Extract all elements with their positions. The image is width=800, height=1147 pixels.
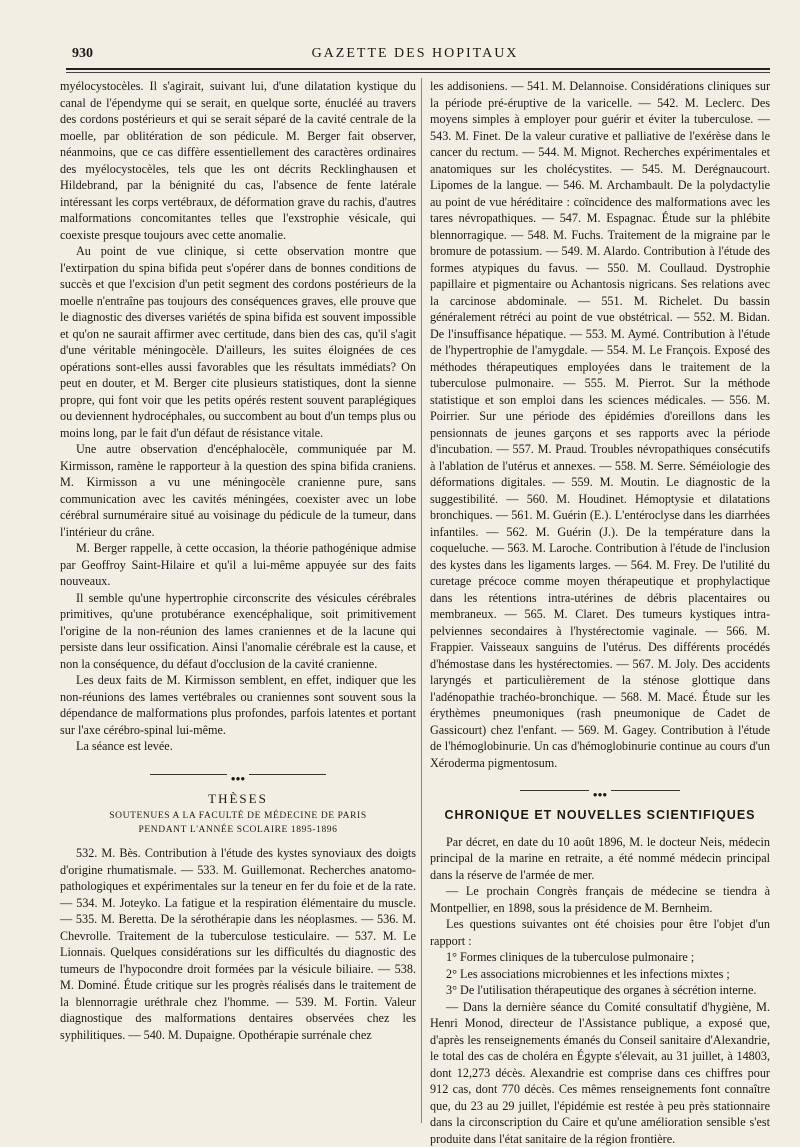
- paragraph: Les deux faits de M. Kirmisson semblent, en effet, indiquer que les non-réunions des lames vertébrales ou craniennes sont souvent sous la dépendance de malformations plus profondes, parfois latentes et portant sur l'axe cérébro-spinal lui-même.: [60, 672, 416, 738]
- paragraph: myélocystocèles. Il s'agirait, suivant lui, d'une dilatation kystique du canal de l'épendyme qui se serait, en quelque sorte, énucléé au travers des cordons postérieurs et qui se serait séparé de la cavité centrale de la moelle, par oblitération de son pédicule. M. Berger fait observer, néanmoins, que ce cas diffère essentiellement des caractères ordinaires des myélocystocèles, tels que les ont décrits Recklinghausen et Hildebrand, par la bénignité du cas, l'absence de fente latérale intéressant les corps vertébraux, de déformation grave du rachis, d'autres malformations concomitantes telles que l'exstrophie vésicale, qui coexiste presque toujours avec cette anomalie.: [60, 78, 416, 243]
- paragraph: La séance est levée.: [60, 738, 416, 755]
- paragraph: Au point de vue clinique, si cette observation montre que l'extirpation du spina bifida peut s'opérer dans de bonnes conditions de succès et que l'excision d'un petit segment des cordons postérieurs de la moelle n'entraîne pas toujours des conséquences graves, elle prouve que le diagnostic des diverses variétés de spina bifida est souvent impossible et qu'on ne saurait affirmer avec certitude, dans bien des cas, qu'il s'agit d'une véritable méningocèle. D'ailleurs, les suites éloignées de ces opérations sont-elles aussi favorables que les résultats immédiats? On peut en douter, et M. Berger cite plusieurs statistiques, dont la sienne propre, qui font voir que les petits opérés restent souvent paraplégiques ou deviennent hydrocéphales, ou succombent au bout d'un temps plus ou moins long, par le fait d'un défaut de résistance vitale.: [60, 243, 416, 441]
- list-item: 1° Formes cliniques de la tuberculose pulmonaire ;: [430, 949, 770, 966]
- separator-ornament-icon: ●●●: [227, 774, 250, 783]
- paragraph: M. Berger rappelle, à cette occasion, la théorie pathogénique admise par Geoffroy Saint-Hilaire et qu'il a lui-même appuyée sur des faits nouveaux.: [60, 540, 416, 590]
- list-item: 3° De l'utilisation thérapeutique des organes à sécrétion interne.: [430, 982, 770, 999]
- paragraph: Il semble qu'une hypertrophie circonscrite des vésicules cérébrales primitives, qu'une protubérance exencéphalique, soit primitivement l'origine de la non-réunion des lames craniennes et de la lacune qui persiste dans leur ossification. Ainsi l'anomalie cérébrale est la cause, et non la conséquence, du défaut d'occlusion de la cavité cranienne.: [60, 590, 416, 673]
- list-item: 2° Les associations microbiennes et les infections mixtes ;: [430, 966, 770, 983]
- theses-list-continued: les addisoniens. — 541. M. Delannoise. Considérations cliniques sur la période pré-éruptive de la varicelle. — 542. M. Leclerc. Des moyens simples à employer pour guérir et éviter la tuberculose. — 543. M. Finet. De la valeur curative et palliative de l'exérèse dans le cancer du rectum. — 544. M. Mignot. Recherches expérimentales et anatomiques sur les cholécystites. — 545. M. Derégnaucourt. Lipomes de la langue. — 546. M. Archambault. De la polydactylie au point de vue héréditaire : coïncidence des malformations avec les tares névropathiques. — 547. M. Espagnac. Étude sur la phlébite blennorragique. — 548. M. Fuchs. Traitement de la migraine par le bromure de potassium. — 549. M. Alardo. Contribution à l'étude des formes atypiques du favus. — 550. M. Coullaud. Dystrophie papillaire et pigmentaire ou Achantosis nigricans. Ses relations avec la carcinose abdominale. — 551. M. Richelet. Du bassin généralement rétréci au point de vue obstétrical. — 552. M. Bidan. De l'insuffisance hépatique. — 553. M. Aymé. Contribution à l'étude de l'hypertrophie de l'amygdale. — 554. M. Le François. Exposé des méthodes thérapeutiques employées dans le traitement de la tuberculose pulmonaire. — 555. M. Pierrot. Sur la méthode statistique et son emploi dans les sciences médicales. — 556. M. Poirrier. Sur une période des épidémies d'oreillons dans les pensionnats de jeunes garçons et ses rapports avec la période d'incubation. — 557. M. Praud. Troubles névropathiques consécutifs à l'ablation de l'utérus et annexes. — 558. M. Serre. Séméiologie des déformations digitales. — 559. M. Moutin. Le diagnostic de la suggestibilité. — 560. M. Houdinet. Hémoptysie et dilatations bronchiques. — 561. M. Guérin (E.). L'entéroclyse dans les diarrhées infantiles. — 562. M. Guérin (J.). De la température dans la coqueluche. — 563. M. Laroche. Contribution à l'étude de l'inclusion des kystes dans les ligaments larges. — 564. M. Frey. De l'utilité du curetage précoce comme moyen thérapeutique et prophylactique dans les rétentions intra-utérines de débris placentaires ou membraneux. — 565. M. Claret. Des tumeurs kystiques intra-pelviennes secondaires à l'hystérectomie vaginale. — 566. M. Frappier. Vaisseaux sanguins de l'utérus. Des différents procédés d'hémostase dans les hystérectomies. — 567. M. Joly. Des accidents laryngés et particulièrement de la sténose glottique dans l'adénopathie trachéo-bronchique. — 568. M. Macé. Étude sur les érythèmes pneumoniques (rash pneumonique de Cadet de Gassicourt) chez l'enfant. — 569. M. Gagey. Contribution à l'étude de l'hémoglobinurie. Un cas d'hémoglobinurie continue au cours d'un Xéroderma pigmentosum.: [430, 78, 770, 771]
- paragraph: Une autre observation d'encéphalocèle, communiquée par M. Kirmisson, ramène le rapporteur à la question des spina bifida craniens. M. Kirmisson a vu une méningocèle cranienne pure, sans communication avec les cavités méningées, coexister avec un lobe cérébral surnuméraire situé au voisinage du pédicule de la tumeur, dans l'intérieur du crâne.: [60, 441, 416, 540]
- paragraph: — Le prochain Congrès français de médecine se tiendra à Montpellier, en 1898, sous la présidence de M. Bernheim.: [430, 883, 770, 916]
- left-column: [60, 78, 416, 1043]
- paragraph: Les questions suivantes ont été choisies pour être l'objet d'un rapport :: [430, 916, 770, 949]
- section-separator: [430, 785, 770, 795]
- theses-subheading-year: PENDANT L'ANNÉE SCOLAIRE 1895-1896: [60, 823, 416, 837]
- section-separator: [60, 769, 416, 779]
- separator-ornament-icon: ●●●: [589, 790, 612, 799]
- header-rule: [66, 68, 770, 70]
- theses-list: 532. M. Bès. Contribution à l'étude des kystes synoviaux des doigts d'origine rhumatismale. — 533. M. Guillemonat. Recherches anatomo-pathologiques et expérimentales sur la teneur en fer du foie et de la rate. — 534. M. Joteyko. La fatigue et la respiration élémentaire du muscle. — 535. M. Beretta. De la sérothérapie dans les néoplasmes. — 536. M. Chevrolle. Traitement de la tuberculose testiculaire. — 537. M. Le Lionnais. Quelques considérations sur les difficultés du diagnostic des tumeurs de l'hypocondre droit formées par la vésicule biliaire. — 538. M. Dominé. Étude critique sur les progrès réalisés dans le traitement de la blennorragie uréthrale chez l'homme. — 539. M. Fortin. Valeur diagnostique des malformations dentaires observées chez les syphilitiques. — 540. M. Dupaigne. Opothérapie surrénale chez: [60, 845, 416, 1043]
- column-divider: [421, 78, 422, 1123]
- right-column: [430, 78, 770, 1147]
- chronique-heading: CHRONIQUE ET NOUVELLES SCIENTIFIQUES: [430, 807, 770, 824]
- page-number: 930: [72, 46, 93, 62]
- theses-heading: THÈSES: [60, 791, 416, 808]
- paragraph: — Dans la dernière séance du Comité consultatif d'hygiène, M. Henri Monod, directeur de l'Assistance publique, a exposé que, d'après les renseignements émanés du Conseil sanitaire d'Alexandrie, le total des cas de choléra en Égypte s'élevait, au 31 juillet, à 14803, dont 12,273 décès. Alexandrie est comprise dans ces chiffres pour 912 cas, dont 770 décès. Ces mêmes renseignements font connaître que, du 23 au 29 juillet, l'épidémie est restée à peu près stationnaire dans la circonscription du Caire et qu'une amélioration sensible s'est produite dans l'état sanitaire de la région frontière.: [430, 999, 770, 1147]
- header-rule-thin: [66, 72, 770, 73]
- paragraph: Par décret, en date du 10 août 1896, M. le docteur Neis, médecin principal de la marine en retraite, a été nommé médecin principal dans la réserve de l'armée de mer.: [430, 834, 770, 884]
- running-title: GAZETTE DES HOPITAUX: [60, 46, 770, 62]
- theses-subheading: SOUTENUES A LA FACULTÉ DE MÉDECINE DE PARIS: [60, 809, 416, 823]
- page-header: [60, 42, 770, 66]
